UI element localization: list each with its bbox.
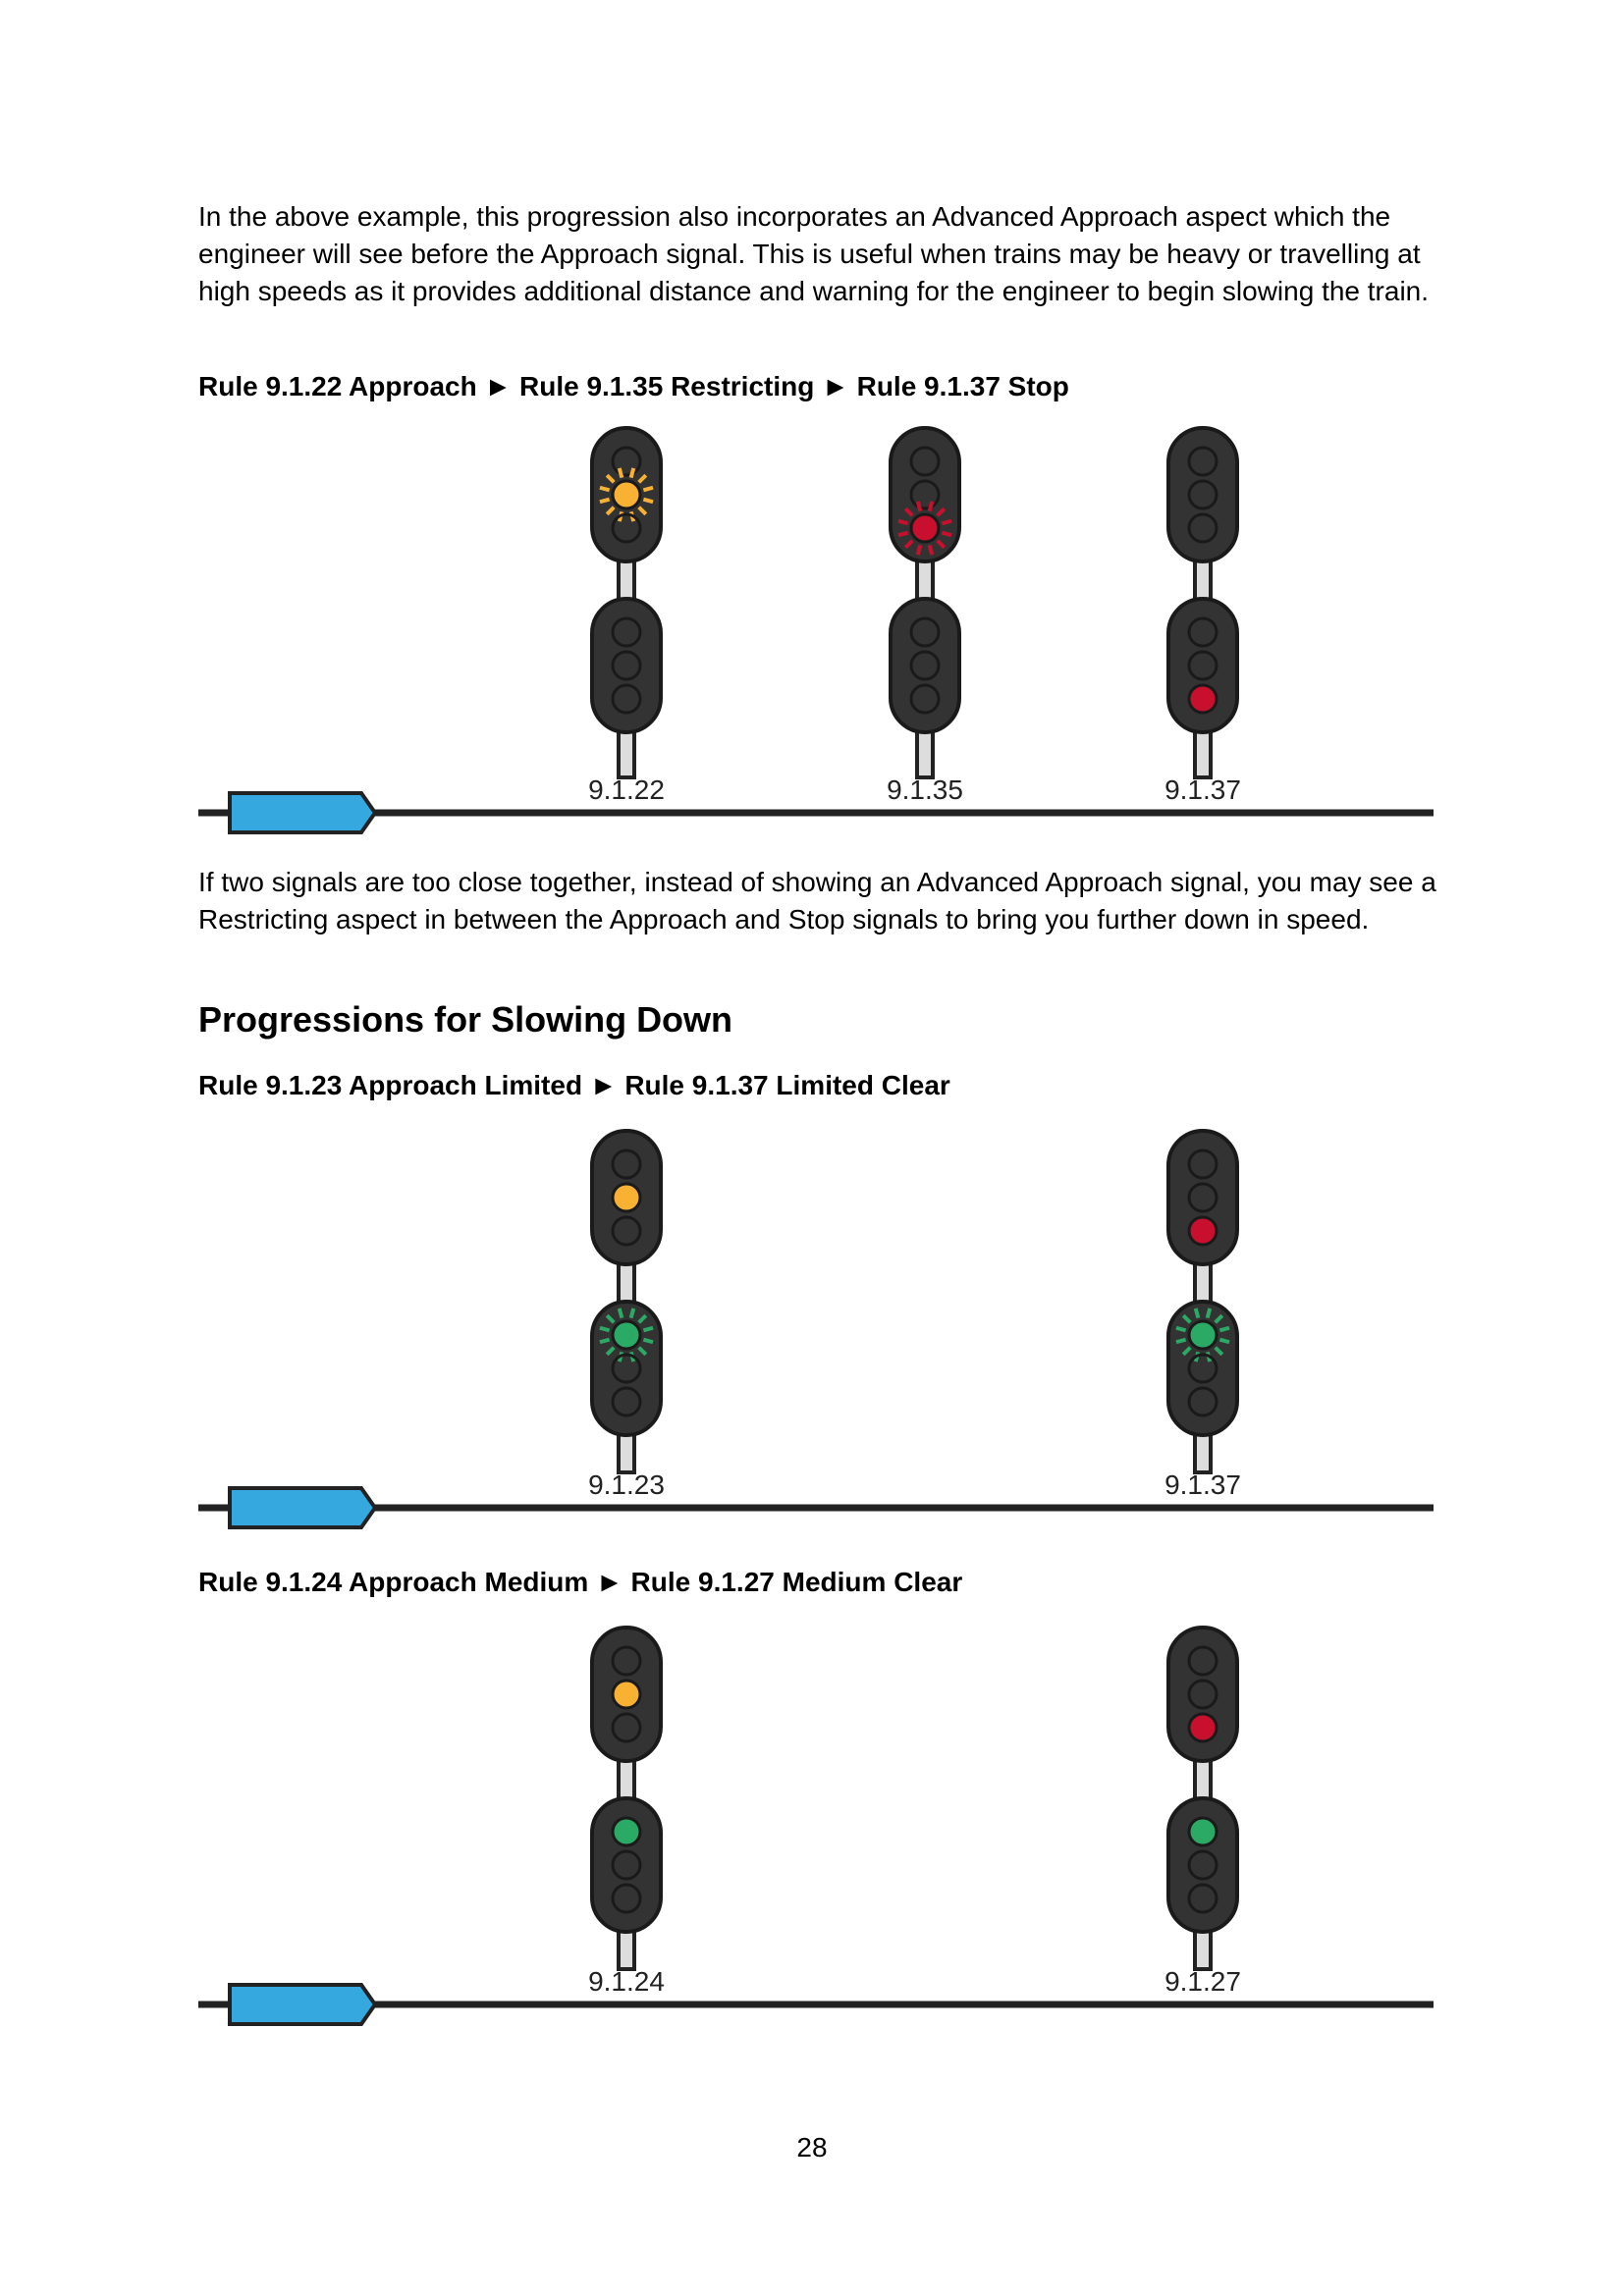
flash-ray [1219,1340,1229,1343]
signal-diagram-1 [0,412,1624,844]
signal-9.1.22 [588,428,665,805]
between-paragraph: If two signals are too close together, instead of showing an Advanced Approach signal, you may see a Restricting aspect in between the Approach and Stop signals to bring you further down in speed. [198,867,1436,934]
signal-9.1.23 [588,1131,665,1500]
lamp-red [1189,685,1217,713]
page-number: 28 [796,2132,828,2163]
flash-ray [930,502,933,511]
flash-ray [631,1308,634,1318]
flash-ray [1208,1308,1211,1318]
flash-ray [620,1308,623,1318]
flash-ray [942,521,951,524]
signal-9.1.27 [1164,1628,1241,1997]
signal-label: 9.1.24 [588,1966,665,1997]
signal-label: 9.1.37 [1164,774,1241,805]
flash-ray [942,533,951,536]
flash-ray [1196,1308,1199,1318]
signal-label: 9.1.35 [887,774,963,805]
train-icon [230,1488,375,1527]
lamp-green-flashing [613,1321,640,1349]
flash-ray [930,545,933,555]
lamp-green-flashing [1189,1321,1217,1349]
signal-9.1.35 [887,428,963,805]
train-icon [230,1985,375,2024]
intro-paragraph: In the above example, this progression also incorporates an Advanced Approach aspect which the engineer will see before the Approach signal. This is useful when trains may be heavy or travelling at high speeds as it provides additional distance and warning for the engineer to begin slowing the train. [198,201,1430,306]
lamp-red [1189,1217,1217,1245]
signal-9.1.37 [1164,428,1241,805]
signal-label: 9.1.22 [588,774,665,805]
flash-ray [620,468,623,478]
lamp-yellow-flashing [613,481,640,508]
signal-diagram-2 [0,1115,1624,1547]
lamp-red-flashing [911,514,939,542]
flash-ray [600,500,610,503]
lamp-yellow [613,1681,640,1708]
lamp-yellow [613,1184,640,1211]
flash-ray [643,1328,653,1331]
flash-ray [600,1328,610,1331]
signal-9.1.37 [1164,1131,1241,1500]
flash-ray [1219,1328,1229,1331]
diagram-1-title: Rule 9.1.22 Approach ► Rule 9.1.35 Restricting ► Rule 9.1.37 Stop [198,371,1069,401]
signal-label: 9.1.37 [1164,1469,1241,1500]
signal-9.1.24 [588,1628,665,1997]
signal-diagram-3 [0,1612,1624,2044]
flash-ray [643,1340,653,1343]
diagram-2-title: Rule 9.1.23 Approach Limited ► Rule 9.1.37 Limited Clear [198,1070,950,1100]
signal-label: 9.1.27 [1164,1966,1241,1997]
train-icon [230,793,375,832]
diagram-3-title: Rule 9.1.24 Approach Medium ► Rule 9.1.27 Medium Clear [198,1567,963,1597]
signal-label: 9.1.23 [588,1469,665,1500]
lamp-green [613,1818,640,1845]
flash-ray [898,533,908,536]
flash-ray [918,502,921,511]
flash-ray [631,468,634,478]
section-heading: Progressions for Slowing Down [198,999,733,1040]
flash-ray [1176,1340,1186,1343]
flash-ray [643,500,653,503]
lamp-red [1189,1714,1217,1741]
flash-ray [918,545,921,555]
flash-ray [1176,1328,1186,1331]
flash-ray [600,1340,610,1343]
flash-ray [600,488,610,491]
lamp-green [1189,1818,1217,1845]
flash-ray [643,488,653,491]
flash-ray [898,521,908,524]
